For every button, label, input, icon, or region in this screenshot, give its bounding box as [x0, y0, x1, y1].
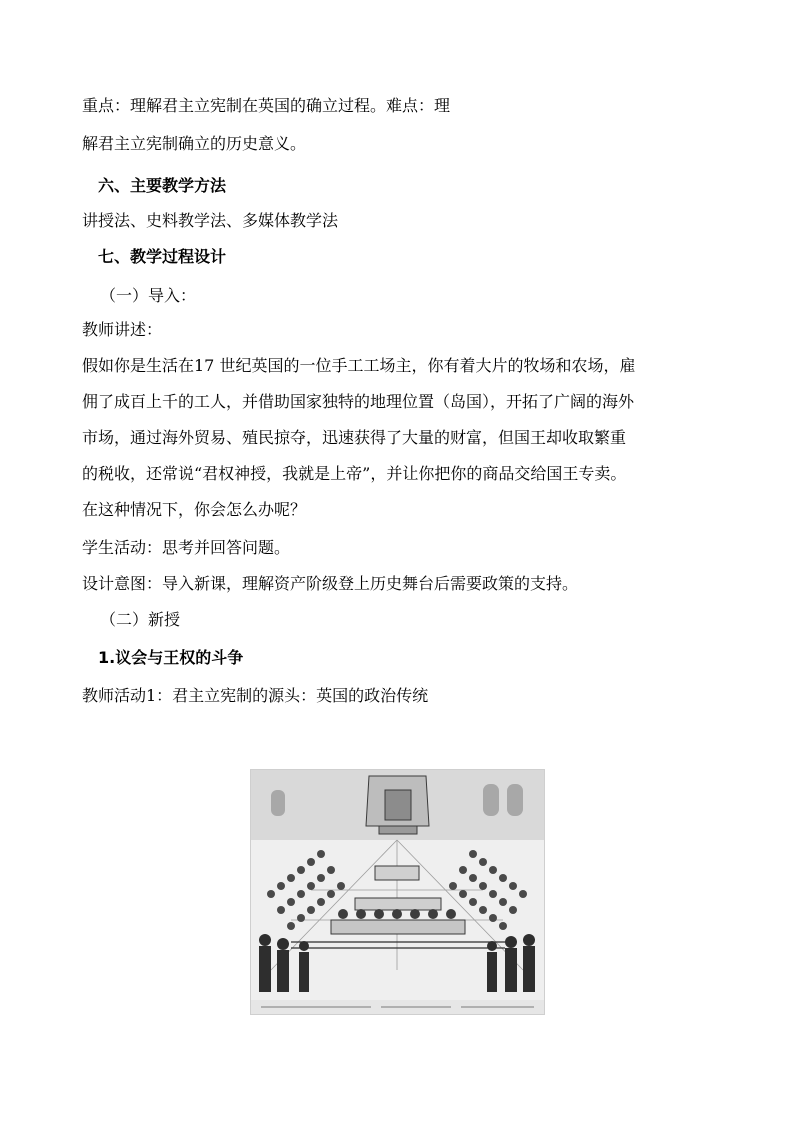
parliament-engraving-image — [250, 769, 545, 1015]
subsection-new-lesson: （二）新授 — [100, 610, 181, 629]
section-heading-methods: 六、主要教学方法 — [98, 176, 227, 195]
methods-line: 讲授法、史料教学法、多媒体教学法 — [82, 211, 339, 230]
narration-line-5: 在这种情况下，你会怎么办呢？ — [82, 500, 307, 519]
key-points-line: 重点：理解君主立宪制在英国的确立过程。难点：理 — [82, 96, 451, 115]
student-activity-line: 学生活动：思考并回答问题。 — [82, 538, 291, 557]
topic-heading-parliament: 1.议会与王权的斗争 — [98, 648, 244, 667]
section-heading-process: 七、教学过程设计 — [98, 247, 227, 266]
teacher-narration-label: 教师讲述： — [82, 320, 163, 339]
narration-line-4: 的税收，还常说“君权神授，我就是上帝”，并让你把你的商品交给国王专卖。 — [82, 464, 627, 483]
teacher-activity-line: 教师活动1：君主立宪制的源头：英国的政治传统 — [82, 686, 429, 705]
difficult-points-line: 解君主立宪制确立的历史意义。 — [82, 134, 307, 153]
narration-line-1: 假如你是生活在17 世纪英国的一位手工工场主，你有着大片的牧场和农场，雇 — [82, 356, 636, 375]
design-intent-line: 设计意图：导入新课，理解资产阶级登上历史舞台后需要政策的支持。 — [82, 574, 579, 593]
narration-line-2: 佣了成百上千的工人，并借助国家独特的地理位置（岛国），开拓了广阔的海外 — [82, 392, 635, 411]
narration-line-3: 市场，通过海外贸易、殖民掠夺，迅速获得了大量的财富，但国王却收取繁重 — [82, 428, 627, 447]
subsection-intro: （一）导入： — [100, 286, 197, 305]
